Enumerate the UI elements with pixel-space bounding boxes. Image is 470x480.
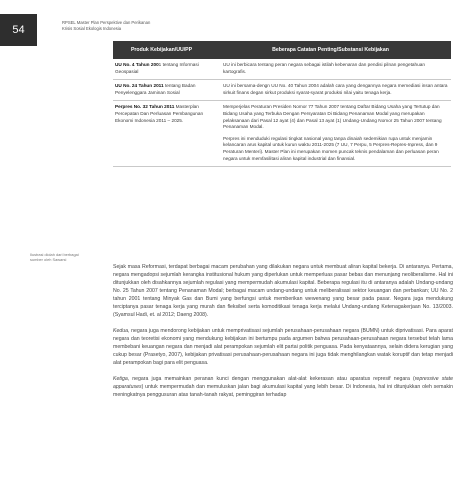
table-row: [113, 59, 451, 80]
policy-title-rest: tentang Badan Penyelenggara Jaminan Sosial: [115, 83, 196, 95]
policy-table: [113, 41, 451, 167]
paragraph-3: [113, 375, 453, 399]
paragraph-3-text: , negara juga memainkan peranan kunci dengan menggunakan alat-alat kekerasan atau aparatus represif negara (: [127, 376, 415, 382]
paragraph-2-text: , negara juga mendorong kebijakan untuk memprivatisasi sejumlah perusahaan-perusahaan negara (BUMN) untuk diprivatisasi. Para aparat negara dan teoretisi ekonomi yang mendukung kebijakan ini bertumpu pada argumen bahwa perusahaan-perusahaan negara tersebut telah lama membebani keuangan negara dan menjadi alat perampokan sejumlah elit partai politik penguasa. Pada kenyataannya, selain didera kerugian yang cukup besar (Prasetyo, 2007), kebijakan privatisasi perusahaan-perusahaan negara ini juga tidak menghilangkan watak koruptif dan tetap menjadi alat perampokan bagi para elit penguasa.: [113, 328, 453, 366]
table-header-row: [113, 41, 451, 59]
column-header-notes: Beberapa Catatan Penting/Substansi Kebijakan: [210, 41, 451, 59]
policy-title: Perpres No. 32 Tahun 2011: [115, 104, 175, 110]
running-header: [62, 20, 150, 31]
paragraph-3-lead: Ketiga: [113, 376, 128, 382]
running-header-line-2: Krisis Sosial Ekologis Indonesia: [62, 25, 122, 31]
notes-text: Memperjelas Peraturan Presiden Nomor 77 Tahun 2007 tentang Daftar Bidang Usaha yang Tertutup dan Bidang Usaha yang Terbuka Dengan Persyaratan Di Bidang Penanaman Modal yang merupakan pelaksanaan dari Pasal 12 ayat (4) dan Pasal 13 ayat (1) Undang-Undang Nomor 25 Tahun 2007 tentang Penanaman Modal.: [223, 104, 442, 130]
notes-text-2: Perpres ini menduduki regulasi tingkat nasional yang tanpa dinaiah sedemikian rupa untuk menjamin kelancaran arus kapital untuk kurun waktu 2011-2025 (7 UU, 7 Perpu, 5 Perpres-Repres-Inpress, dan 9 Peraturan Menteri). Master Plan ini merupakan momen puncak teknis pendalaman dan perluasan peran negara untuk memfasilitasi aliran kapital industrial dan finansial.: [223, 135, 439, 161]
policy-title: UU No. 24 Tahun 2011: [115, 83, 164, 89]
notes-cell: [210, 59, 451, 80]
column-header-policy: Produk Kebijakan/UU/PP: [113, 41, 210, 59]
body-text: [113, 263, 453, 407]
policy-cell: [113, 80, 210, 101]
paragraph-1: Sejak masa Reformasi, terdapat berbagai macam perubahan yang dilakukan negara untuk membuat aliran kapital bekerja. Di antaranya. Pertama, negara mengadopsi sejumlah kerangka institusional hukum yang diperlukan untuk memperluas pasar bebas dan menunjang neoliberalisme. Hal ini ditunjukkan oleh disahkannya sejumlah regulasi yang mempermudah akumulasi kapital. Beberapa regulasi itu di antaranya adalah Undang-undang No. 25 Tahun 2007 tentang Penanaman Modal; berbagai macam undang-undang untuk meliberalisasi sektor keuangan dan perbankan; UU No. 2 tahun 2001 tentang Minyak Gas dan Bumi yang berfungsi untuk memberikan wewenang yang besar pada pasar. Negara juga mendukung terciptanya pasar tenaga kerja yang murah dan fleksibel serta komoditikasi tenaga kerja melalui Undang-undang Ketenagakerjaan No. 13/2003. (Syamsul Hadi, et. al 2012; Daeng 2008).: [113, 264, 453, 318]
policy-title: UU No. 4 Tahun 200: [115, 62, 159, 67]
page-number: 54: [0, 14, 37, 46]
policy-cell: [113, 101, 210, 167]
policy-title-rest: Masterplan Percepatan Dan Perluasan Pembangunan Ekonomi Indonesia 2011 – 2025.: [115, 104, 204, 123]
notes-text: UU ini berbicara tentang peran negara sebagai istilah kebenaran dan pendisi pilnan pengetahuan kartografis.: [223, 62, 425, 74]
paragraph-3-end: ) untuk mempermudah dan memuluskan jalan bagi akumulasi kapital yang lebih besar. Di Indonesia, hal ini ditunjukkan oleh semakin meningkatnya penggusuran atas tanah-tanah rakyat, peminggiran terhadap: [113, 384, 453, 398]
paragraph-2-lead: Kedua: [113, 328, 129, 334]
table-row: [113, 101, 451, 167]
policy-title-rest: 1 tentang Informasi Geospasial: [115, 62, 199, 74]
policy-cell: [113, 59, 210, 80]
notes-cell: [210, 101, 451, 167]
running-header-line-1: RPSEL Master Plan Perspektive dan Perikanan: [62, 20, 151, 25]
paragraph-3-term: repressive state apparatuses: [113, 376, 453, 390]
paragraph-2: [113, 327, 453, 367]
notes-cell: [210, 80, 451, 101]
table-row: [113, 80, 451, 101]
side-note: Ilustrasi diolah dari berbagai sumber oleh Sawarsi: [30, 252, 79, 263]
notes-text: UU ini bersama-dengn UU No. 40 Tahun 2004 adalah cara yang dengannya negara memediasi insan antara sirkuit finans degan sirkut produksi syarat-syarat produksi nilai yaitu tenaga kerja.: [223, 83, 448, 95]
